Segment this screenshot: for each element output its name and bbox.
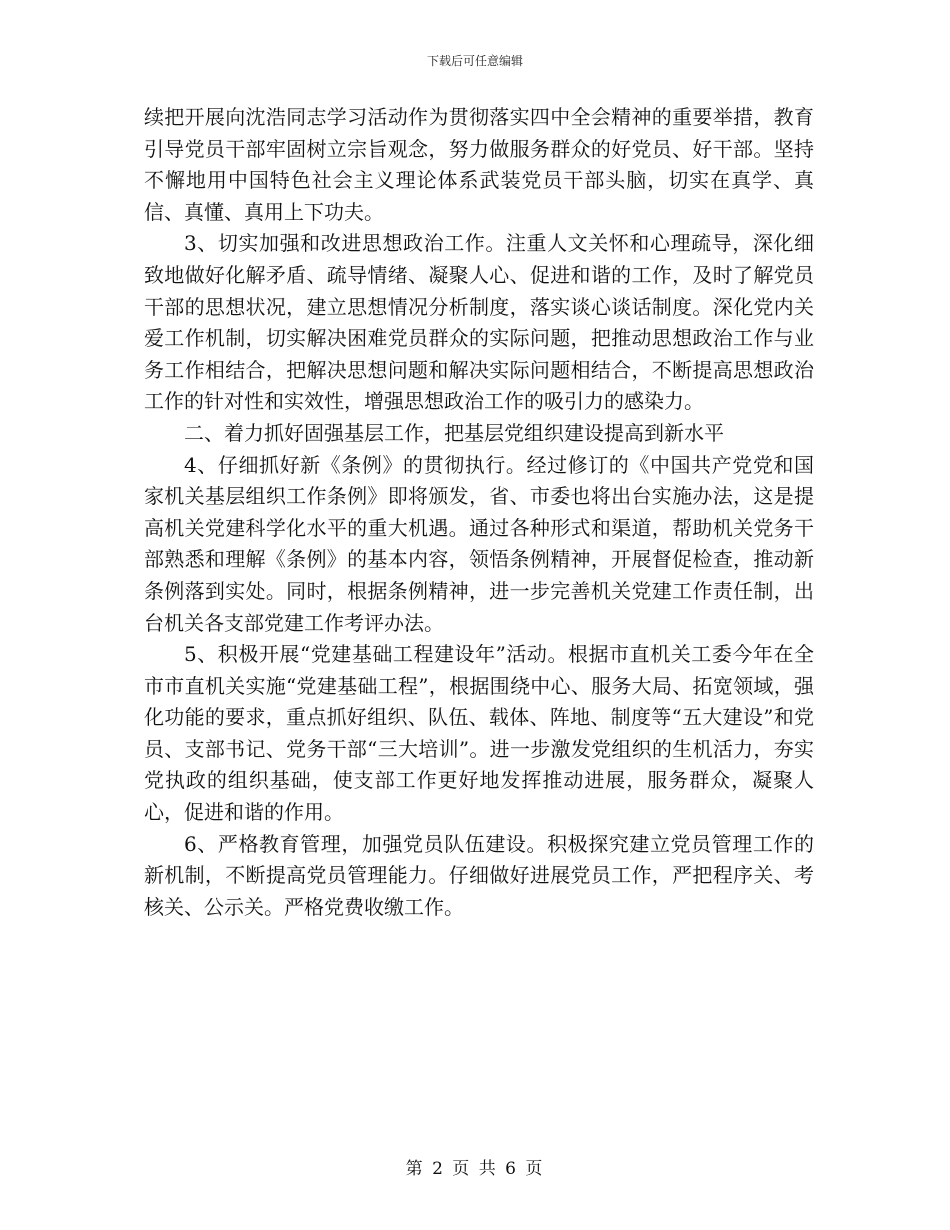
section-heading-2: 二、着力抓好固强基层工作，把基层党组织建设提高到新水平 <box>184 420 724 445</box>
paragraph-item-3: 3、切实加强和改进思想政治工作。注重人文关怀和心理疏导，深化细致地做好化解矛盾、疏导情绪、凝聚人心、促进和谐的工作，及时了解党员干部的思想状况，建立思想情况分析制度，落实谈心谈话制度。深化党内关爱工作机制，切实解决困难党员群众的实际问题，把推动思想政治工作与业务工作相结合，把解决思想问题和解决实际问题相结合，不断提高思想政治工作的针对性和实效性，增强思想政治工作的吸引力的感染力。 <box>144 231 814 414</box>
document-body <box>144 102 814 923</box>
page-header: 下载后可任意编辑 <box>426 54 523 68</box>
paragraph-continuation: 续把开展向沈浩同志学习活动作为贯彻落实四中全会精神的重要举措，教育引导党员干部牢固树立宗旨观念，努力做服务群众的好党员、好干部。坚持不懈地用中国特色社会主义理论体系武装党员干部头脑，切实在真学、真信、真懂、真用上下功夫。 <box>144 105 814 224</box>
paragraph-item-5: 5、积极开展“党建基础工程建设年”活动。根据市直机关工委今年在全市市直机关实施“党建基础工程”，根据围绕中心、服务大局、拓宽领域，强化功能的要求，重点抓好组织、队伍、载体、阵地、制度等“五大建设”和党员、支部书记、党务干部“三大培训”。进一步激发党组织的生机活力，夯实党执政的组织基础，使支部工作更好地发挥推动进展，服务群众，凝聚人心，促进和谐的作用。 <box>144 642 814 825</box>
paragraph-item-6: 6、严格教育管理，加强党员队伍建设。积极探究建立党员管理工作的新机制，不断提高党员管理能力。仔细做好进展党员工作，严把程序关、考核关、公示关。严格党费收缴工作。 <box>144 831 814 919</box>
page-number: 第 2 页 共 6 页 <box>405 1159 545 1179</box>
paragraph-item-4: 4、仔细抓好新《条例》的贯彻执行。经过修订的《中国共产党党和国家机关基层组织工作条例》即将颁发，省、市委也将出台实施办法，这是提高机关党建科学化水平的重大机遇。通过各种形式和渠道，帮助机关党务干部熟悉和理解《条例》的基本内容，领悟条例精神，开展督促检查，推动新条例落到实处。同时，根据条例精神，进一步完善机关党建工作责任制，出台机关各支部党建工作考评办法。 <box>144 452 814 635</box>
